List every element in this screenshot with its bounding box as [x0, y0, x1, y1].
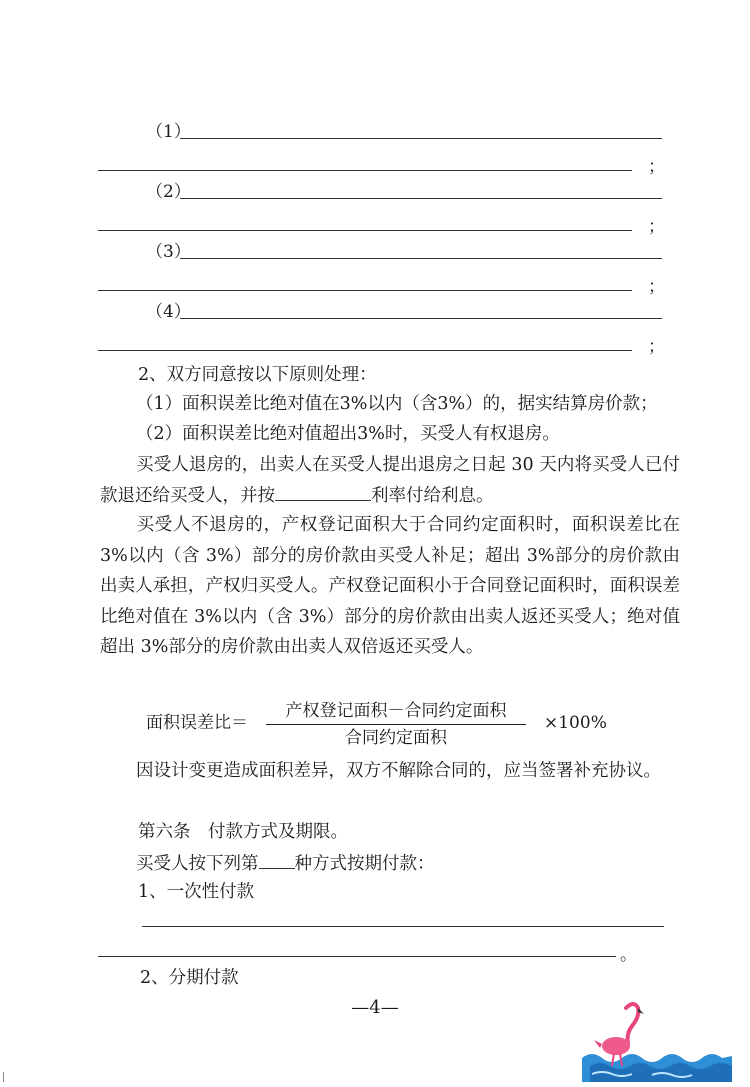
- payment-option-blank: [259, 852, 295, 869]
- item-4-line-a: [180, 318, 662, 319]
- item-2-line-a: [180, 198, 662, 199]
- refund-paragraph: [100, 450, 680, 511]
- fraction-bar: [266, 724, 526, 725]
- formula-denominator: 合同约定面积: [345, 728, 447, 748]
- keep-paragraph: [100, 510, 680, 663]
- payment-option-2: 2、分期付款: [140, 968, 239, 988]
- item-3-label: （3）: [146, 242, 191, 262]
- interest-rate-blank: [275, 484, 371, 501]
- item-3-line-a: [180, 258, 662, 259]
- item-4-line-b: [98, 350, 632, 351]
- formula-fraction: [266, 700, 526, 749]
- rule-1: （1）面积误差比绝对值在3%以内（含3%）的，据实结算房价款；: [136, 394, 658, 414]
- keep-text: 买受人不退房的，产权登记面积大于合同约定面积时，面积误差比在 3%以内（含 3%）部分的房价款由买受人补足；超出 3%部分的房价款由出卖人承担，产权归买受人。产权登记面积小于合同登记面积时，面积误差比绝对值在 3%以内（含 3%）部分的房价款由出卖人返还买受人；绝对值超出 3%部分的房价款由出卖人双倍返还买受人。: [100, 515, 680, 657]
- payment-1-line-b: [98, 956, 616, 957]
- payment-method-line: [136, 852, 435, 874]
- item-4-end: ；: [648, 337, 665, 357]
- area-error-formula: [146, 700, 646, 750]
- item-1-label: （1）: [146, 122, 191, 142]
- rule-2: （2）面积误差比绝对值超出3%时，买受人有权退房。: [136, 424, 560, 444]
- page-number: —4—: [351, 997, 399, 1018]
- formula-numerator: 产权登记面积－合同约定面积: [285, 701, 507, 721]
- design-change-text: 因设计变更造成面积差异，双方不解除合同的，应当签署补充协议。: [136, 761, 661, 781]
- refund-text-b: 利率付给利息。: [371, 485, 494, 506]
- item-2-line-b: [98, 230, 632, 231]
- refund-text-a: 买受人退房的，出卖人在买受人提出退房之日起 30 天内将买受人已付款退还给买受人，并按: [100, 455, 680, 506]
- payment-option-1: 1、一次性付款: [138, 882, 255, 902]
- design-change-paragraph: [100, 756, 680, 787]
- item-2-label: （2）: [146, 182, 191, 202]
- payment-1-line-a: [142, 926, 664, 927]
- item-3-line-b: [98, 290, 632, 291]
- item-2-end: ；: [648, 217, 665, 237]
- formula-rhs: ×100%: [544, 713, 607, 733]
- section-2-title: 2、双方同意按以下原则处理：: [138, 365, 377, 385]
- flamingo-logo: [582, 1000, 732, 1082]
- scan-edge-mark: [3, 1072, 4, 1082]
- formula-lhs: 面积误差比＝: [146, 713, 248, 733]
- item-1-line-b: [98, 170, 632, 171]
- item-3-end: ；: [648, 277, 665, 297]
- item-4-label: （4）: [146, 302, 191, 322]
- item-1-line-a: [180, 138, 662, 139]
- item-1-end: ；: [648, 157, 665, 177]
- payment-method-text-a: 买受人按下列第: [136, 854, 259, 874]
- payment-1-end: 。: [620, 945, 637, 965]
- article-6-title: 第六条 付款方式及期限。: [138, 822, 348, 842]
- payment-method-text-b: 种方式按期付款：: [294, 854, 435, 874]
